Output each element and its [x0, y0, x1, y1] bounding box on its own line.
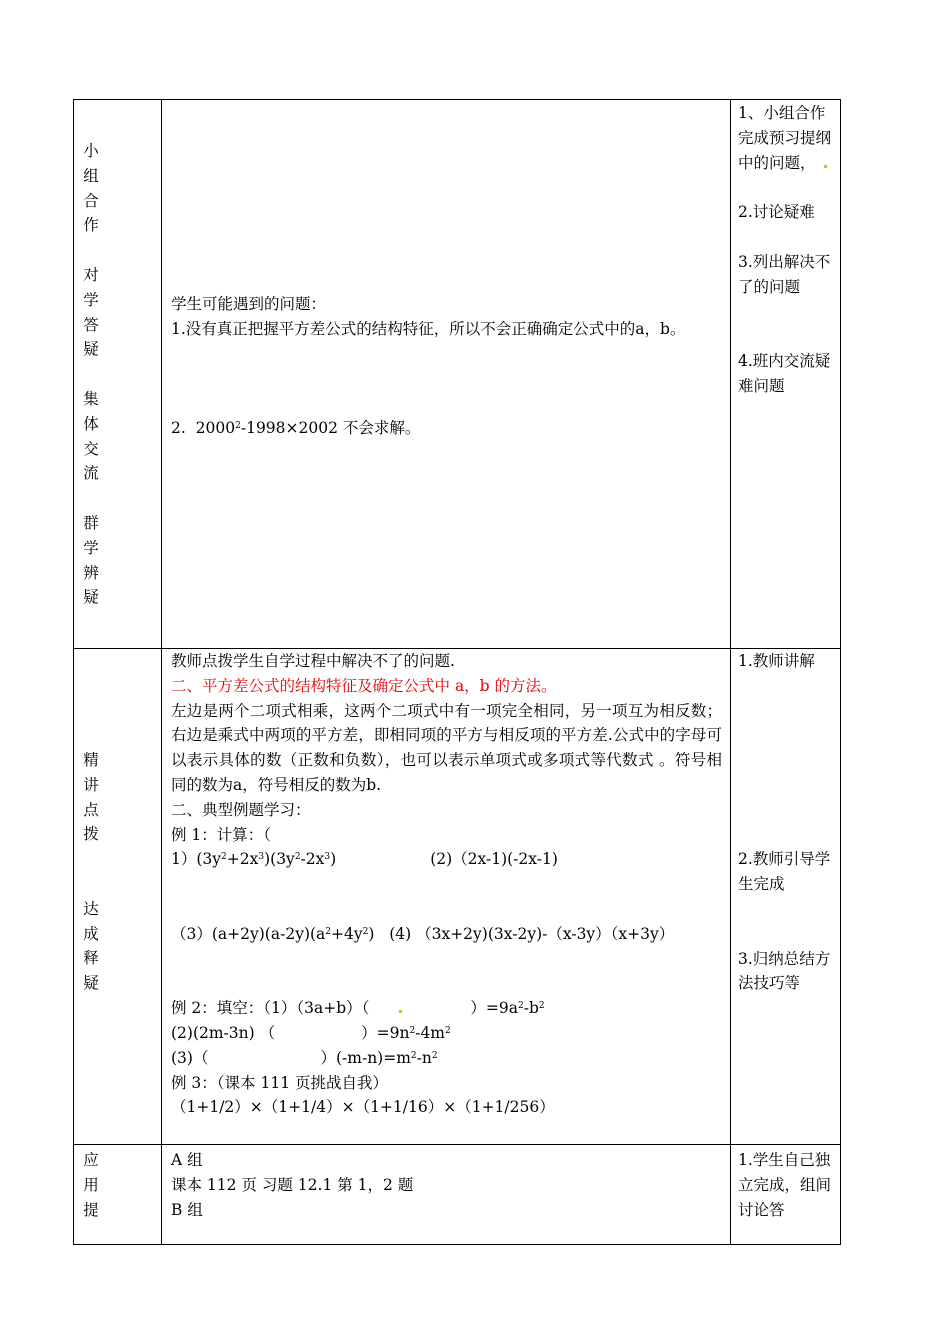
issue-1: 1.没有真正把握平方差公式的结构特征，所以不会正确确定公式中的a，b。 — [171, 319, 686, 338]
yellow-dot-marker — [824, 165, 827, 168]
section1-side-label: 小 组 合 作 对 学 答 疑 集 体 交 流 群 学 辨 疑 — [83, 142, 99, 607]
example2-line3: (3)（ ）$(-m-n)=m^2-n^2$ — [171, 1048, 438, 1067]
note-summary: 3.归纳总结方法技巧等 — [738, 949, 831, 993]
note-1: 1、小组合作完成预习提纲中的问题， — [738, 104, 832, 172]
section2-side-label: 精 讲 点 拨 达 成 释 疑 — [83, 751, 99, 993]
example1-line1: $1)(3y^2+2x^3)(3y^2-2x^3)$ (2)（2x-1)(-2x-1) — [171, 850, 558, 869]
group-b-label: B 组 — [171, 1200, 203, 1219]
note-3: 3.列出解决不了的问题 — [738, 252, 831, 296]
table-divider-2 — [730, 99, 731, 1245]
section1-right-notes — [738, 101, 832, 399]
group-a-label: A 组 — [171, 1151, 203, 1169]
section1-content — [171, 292, 722, 441]
method-heading: 二、平方差公式的结构特征及确定公式中 a，b 的方法。 — [171, 676, 557, 695]
row-divider-2 — [73, 1144, 841, 1145]
table-border-right — [840, 99, 841, 1245]
yellow-dot-marker — [399, 1010, 402, 1013]
issue-2: 2. $2000^2-1998\times 2002$ 不会求解。 — [171, 418, 421, 437]
teacher-intro: 教师点拨学生自学过程中解决不了的问题. — [171, 652, 455, 670]
table-border-left — [73, 99, 74, 1245]
example1-title: 例 1：计算：（ — [171, 825, 272, 844]
textbook-exercise: 课本 112 页 习题 12.1 第 1，2 题 — [171, 1175, 414, 1194]
note-teacher-explain: 1.教师讲解 — [738, 652, 815, 670]
table-divider-1 — [161, 99, 162, 1245]
issues-title: 学生可能遇到的问题： — [171, 295, 327, 313]
example2-line2: (2)(2m-3n) （ ）$=9n^2-4m^2$ — [171, 1023, 451, 1042]
table-border-top — [73, 99, 841, 100]
lesson-plan-table — [73, 99, 841, 1245]
examples-title: 二、典型例题学习： — [171, 800, 311, 819]
example2-line1: 例 2：填空：（1）（3a+b）（ ）$=9a^2-b^2$ — [171, 999, 545, 1018]
example1-line2: $(3)(a+2y)(a-2y)(a^2+4y^2)$ (4) （3x+2y)(3x-2y)-（x-3y）（x+3y） — [171, 924, 675, 943]
section3-right-note: 1.学生自己独立完成，组间讨论答 — [738, 1151, 832, 1219]
method-explanation: 左边是两个二项式相乘，这两个二项式中有一项完全相同，另一项互为相反数；右边是乘式中两项的平方差，即相同项的平方与相反项的平方差.公式中的字母可以表示具体的数（正数和负数），也可以表示单项式或多项式等代数式 。符号相同的数为a，符号相反的数为b. — [171, 701, 722, 794]
note-2: 2.讨论疑难 — [738, 203, 815, 222]
section2-content — [171, 649, 722, 1120]
example3-expression: （1+1/2）×（1+1/4）×（1+1/16）×（1+1/256） — [171, 1098, 555, 1117]
table-border-bottom — [73, 1244, 841, 1245]
note-4: 4.班内交流疑难问题 — [738, 351, 831, 395]
section3-content — [171, 1148, 722, 1222]
section3-side-label: 应 用 提 — [83, 1151, 99, 1219]
example3-title: 例 3：（课本 111 页挑战自我） — [171, 1073, 388, 1092]
section2-right-notes — [738, 649, 832, 996]
note-teacher-guide: 2.教师引导学生完成 — [738, 850, 831, 894]
